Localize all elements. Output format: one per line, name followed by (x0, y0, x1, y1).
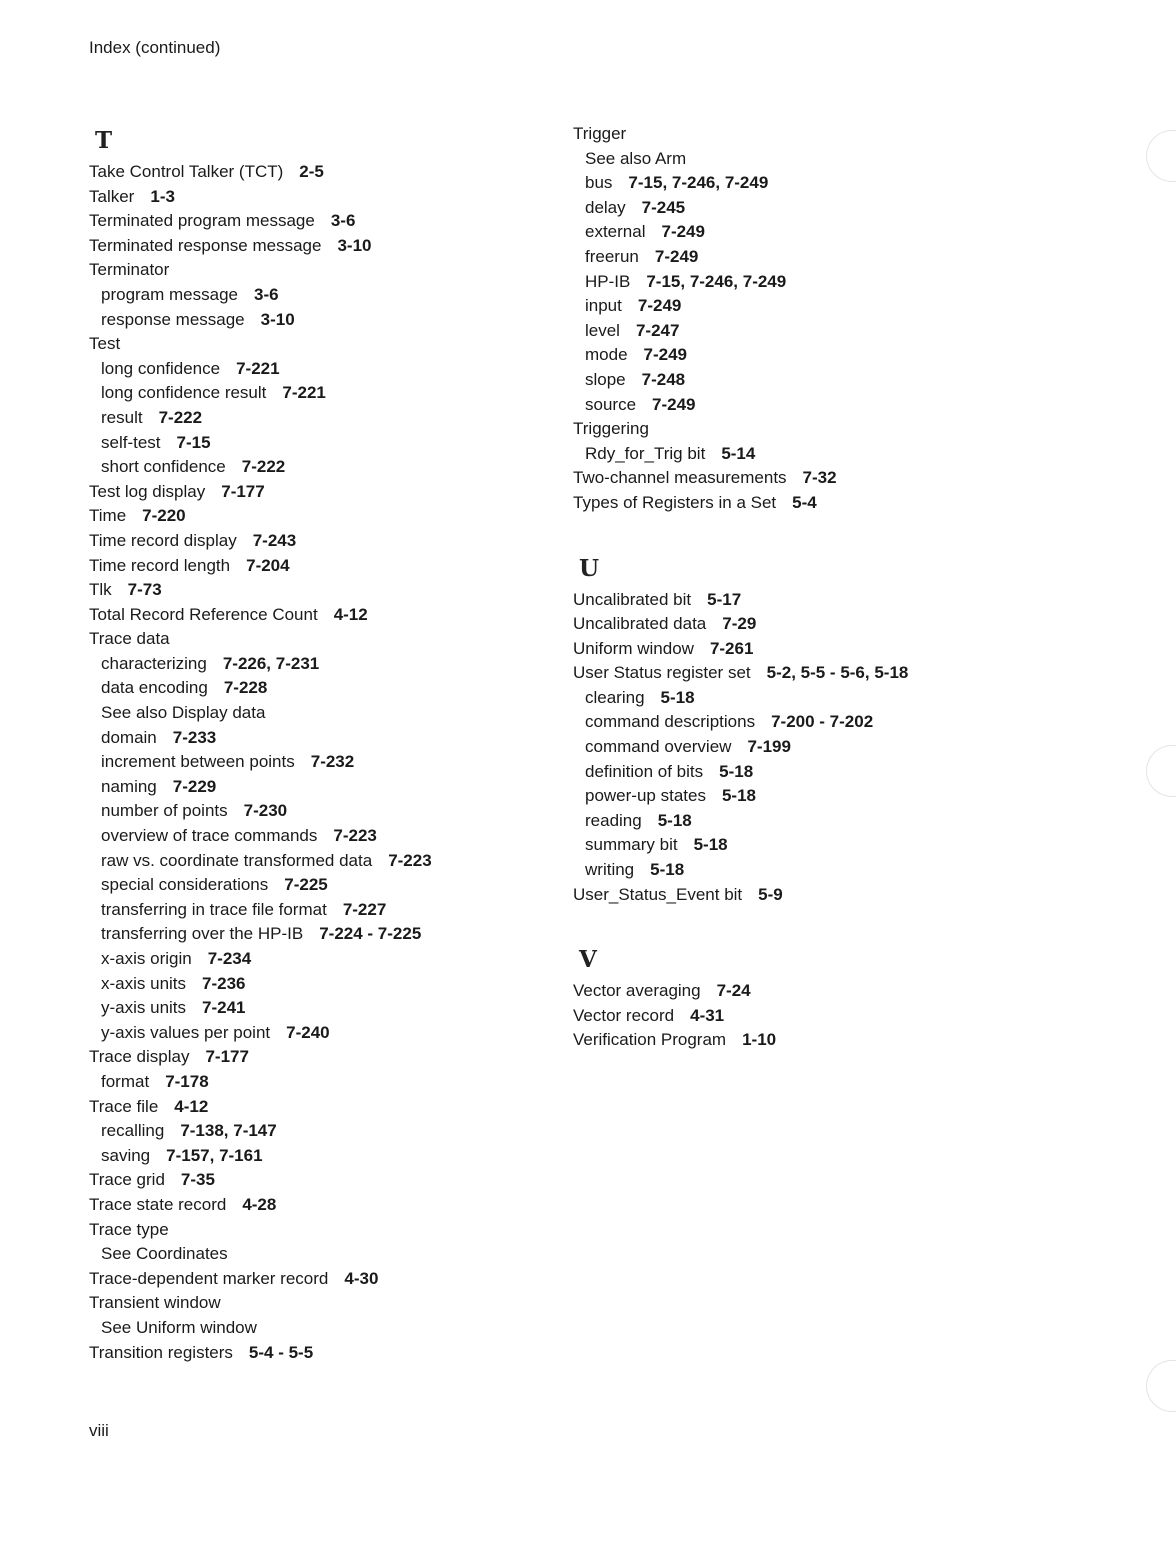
index-entry (89, 1291, 549, 1316)
index-term: x-axis origin (101, 949, 192, 968)
page-reference: 7-226, 7-231 (222, 653, 320, 673)
page-reference: 3-6 (330, 211, 356, 231)
index-term: Test (89, 334, 121, 354)
index-term: input (585, 296, 622, 316)
index-entry (89, 480, 549, 505)
index-term: User Status register set (573, 663, 751, 683)
index-subentry (573, 760, 1113, 785)
page-reference: 5-14 (721, 443, 756, 463)
page-reference: 3-10 (337, 235, 372, 255)
index-entry (89, 185, 549, 210)
section-v-entries (573, 979, 1113, 1053)
page-reference: 7-249 (654, 246, 699, 266)
page-reference: 4-12 (333, 604, 368, 624)
binder-hole-mark (1146, 745, 1176, 797)
index-subentry (573, 196, 1113, 221)
page-reference: 7-249 (652, 394, 696, 414)
index-term: writing (585, 860, 635, 880)
page-reference: 7-241 (202, 998, 246, 1018)
page-reference: 5-4 (792, 492, 817, 512)
index-entry (573, 661, 1113, 686)
page-reference: 5-2, 5-5 - 5-6, 5-18 (766, 663, 909, 683)
index-subentry (573, 735, 1113, 760)
index-subentry (573, 686, 1113, 711)
index-term: short confidence (101, 457, 226, 477)
index-term: Terminator (89, 260, 170, 280)
section-gap (573, 516, 1113, 550)
index-term: Transition registers (89, 1342, 233, 1362)
index-subentry (89, 1070, 549, 1095)
index-entry (573, 122, 1113, 147)
index-subentry (89, 972, 549, 997)
page-number: viii (89, 1421, 109, 1440)
page-reference: 5-18 (660, 687, 695, 707)
index-subentry (573, 171, 1113, 196)
page-reference: 7-200 - 7-202 (771, 712, 874, 732)
page-reference: 7-204 (246, 555, 290, 575)
index-subentry (89, 1144, 549, 1169)
index-term: recalling (101, 1121, 165, 1141)
index-term: characterizing (101, 653, 207, 673)
binder-hole-mark (1146, 1360, 1176, 1412)
index-term: Trigger (573, 124, 627, 143)
index-entry (89, 1168, 549, 1193)
section-letter-t: T (95, 127, 113, 154)
index-term: Trace-dependent marker record (89, 1268, 329, 1288)
page-reference: 5-9 (758, 884, 783, 904)
index-subentry (89, 701, 549, 726)
index-entry (573, 417, 1113, 442)
index-entry (89, 529, 549, 554)
index-subentry (89, 431, 549, 456)
page-reference: 7-243 (252, 530, 297, 550)
page-reference: 5-18 (693, 835, 728, 855)
page-reference: 7-249 (643, 345, 688, 365)
page-reference: 7-177 (205, 1047, 249, 1067)
index-term: mode (585, 345, 628, 365)
index-term: domain (101, 727, 157, 747)
index-term: Transient window (89, 1293, 221, 1313)
index-term: overview of trace commands (101, 826, 318, 846)
index-entry (573, 612, 1113, 637)
binder-hole-mark (1146, 130, 1176, 182)
index-subentry (89, 824, 549, 849)
index-term: long confidence (101, 358, 221, 378)
index-term: Test log display (89, 481, 206, 501)
page-reference: 2-5 (299, 162, 324, 181)
page-reference: 7-224 - 7-225 (319, 924, 422, 944)
index-term: power-up states (585, 786, 706, 806)
page-reference: 7-229 (172, 776, 217, 796)
index-entry (89, 160, 549, 185)
index-entry (89, 1341, 549, 1366)
page-reference: 7-177 (221, 481, 265, 501)
page-reference: 7-35 (180, 1170, 215, 1190)
page-reference: 7-138, 7-147 (180, 1121, 277, 1141)
index-subentry (573, 393, 1113, 418)
index-subentry (89, 750, 549, 775)
index-term: number of points (101, 801, 228, 821)
page-reference: 7-223 (333, 826, 377, 846)
index-term: Take Control Talker (TCT) (89, 162, 284, 181)
index-subentry (89, 1242, 549, 1267)
section-t-entries (89, 160, 549, 1365)
index-term: Trace type (89, 1219, 169, 1239)
index-subentry (573, 147, 1113, 172)
index-term: response message (101, 309, 245, 329)
page-reference: 7-223 (388, 850, 432, 870)
index-term: Uncalibrated bit (573, 589, 692, 609)
page-reference: 7-227 (342, 899, 387, 919)
section-gap (573, 907, 1113, 941)
index-column-left (89, 122, 549, 1365)
index-subentry (89, 1021, 549, 1046)
index-subentry (89, 283, 549, 308)
index-entry (89, 554, 549, 579)
index-term: program message (101, 284, 239, 304)
index-subentry (89, 799, 549, 824)
index-subentry (89, 873, 549, 898)
index-term: self-test (101, 432, 161, 452)
index-term: format (101, 1071, 150, 1091)
index-entry (89, 1267, 549, 1292)
index-term: See Uniform window (101, 1317, 257, 1337)
index-entry (573, 466, 1113, 491)
index-subentry (573, 270, 1113, 295)
index-entry (89, 578, 549, 603)
index-subentry (573, 442, 1113, 467)
index-term: result (101, 407, 143, 427)
index-subentry (89, 652, 549, 677)
page-reference: 7-236 (202, 973, 246, 993)
running-header: Index (continued) (89, 38, 221, 57)
page-reference: 7-225 (284, 875, 328, 895)
index-entry (89, 504, 549, 529)
index-entry (89, 332, 549, 357)
index-subentry (573, 245, 1113, 270)
section-u-entries (573, 588, 1113, 908)
index-term: Terminated response message (89, 235, 322, 255)
page-reference: 1-10 (742, 1030, 777, 1050)
index-term: source (585, 394, 637, 414)
index-term: transferring over the HP-IB (101, 924, 304, 944)
page-reference: 7-230 (243, 801, 288, 821)
page-reference: 5-17 (707, 589, 742, 609)
index-entry (573, 979, 1113, 1004)
page-reference: 7-178 (165, 1071, 209, 1091)
index-subentry (89, 1316, 549, 1341)
index-subentry (89, 849, 549, 874)
index-term: raw vs. coordinate transformed data (101, 850, 373, 870)
index-subentry (89, 406, 549, 431)
index-term: Time record display (89, 530, 237, 550)
page-reference: 5-18 (721, 786, 756, 806)
section-letter-u: U (579, 554, 600, 582)
index-term: User_Status_Event bit (573, 884, 743, 904)
page-reference: 7-248 (641, 369, 686, 389)
index-subentry (89, 726, 549, 751)
index-term: summary bit (585, 835, 678, 855)
page-reference: 7-222 (241, 457, 286, 477)
page-reference: 1-3 (150, 186, 175, 206)
index-entry (573, 637, 1113, 662)
index-term: Uniform window (573, 638, 694, 658)
page-reference: 4-28 (242, 1194, 277, 1214)
page-reference: 7-199 (747, 737, 791, 757)
index-entry (573, 588, 1113, 613)
index-entry (573, 491, 1113, 516)
page-reference: 4-31 (690, 1005, 725, 1025)
page-reference: 7-240 (286, 1022, 330, 1042)
page-reference: 7-222 (158, 407, 203, 427)
index-term: See also Arm (585, 148, 687, 168)
index-term: See also Display data (101, 703, 266, 723)
index-term: Triggering (573, 419, 649, 439)
index-subentry (573, 858, 1113, 883)
index-entry (89, 1045, 549, 1070)
index-subentry (573, 784, 1113, 809)
index-term: definition of bits (585, 761, 704, 781)
page-reference: 7-233 (172, 727, 217, 747)
index-entry (89, 627, 549, 652)
page-reference: 7-29 (722, 614, 757, 634)
index-entry (89, 258, 549, 283)
index-subentry (89, 455, 549, 480)
index-subentry (573, 368, 1113, 393)
index-subentry (573, 220, 1113, 245)
index-term: Trace data (89, 629, 170, 649)
index-subentry (89, 996, 549, 1021)
index-subentry (89, 898, 549, 923)
index-subentry (573, 710, 1113, 735)
index-subentry (89, 947, 549, 972)
page-reference: 7-249 (661, 222, 705, 242)
index-term: Trace grid (89, 1170, 165, 1190)
index-term: See Coordinates (101, 1244, 228, 1264)
page-reference: 3-10 (260, 309, 295, 329)
page-reference: 7-261 (709, 638, 754, 658)
index-term: Rdy_for_Trig bit (585, 443, 706, 463)
index-entry (89, 603, 549, 628)
page-reference: 7-15, 7-246, 7-249 (628, 173, 769, 193)
index-term: Trace file (89, 1096, 159, 1116)
index-subentry (89, 775, 549, 800)
index-term: level (585, 320, 620, 340)
index-entry (573, 1028, 1113, 1053)
index-term: HP-IB (585, 271, 631, 291)
index-term: freerun (585, 246, 639, 266)
index-term: Verification Program (573, 1030, 727, 1050)
index-term: Trace state record (89, 1194, 227, 1214)
index-subentry (573, 294, 1113, 319)
index-term: Terminated program message (89, 211, 315, 231)
index-term: Two-channel measurements (573, 468, 787, 488)
page-reference: 7-73 (127, 580, 162, 600)
page-reference: 3-6 (254, 284, 279, 304)
page-reference: 5-4 - 5-5 (248, 1342, 314, 1362)
index-term: Vector averaging (573, 981, 701, 1001)
index-term: external (585, 222, 646, 242)
index-subentry (89, 308, 549, 333)
index-subentry (89, 676, 549, 701)
index-term: slope (585, 369, 626, 389)
page-reference: 7-220 (142, 506, 186, 526)
index-term: command descriptions (585, 712, 756, 732)
index-subentry (89, 381, 549, 406)
index-subentry (89, 1119, 549, 1144)
index-term: clearing (585, 687, 645, 707)
page-reference: 7-24 (716, 981, 751, 1001)
index-entry (89, 1193, 549, 1218)
index-term: Time record length (89, 555, 231, 575)
index-term: reading (585, 810, 642, 830)
index-term: Tlk (89, 580, 112, 600)
index-term: data encoding (101, 678, 208, 698)
page-reference: 7-228 (223, 678, 268, 698)
index-subentry (89, 357, 549, 382)
page-reference: 7-221 (236, 358, 280, 378)
index-subentry (573, 809, 1113, 834)
index-term: Uncalibrated data (573, 614, 707, 634)
index-term: command overview (585, 737, 732, 757)
page-reference: 7-157, 7-161 (166, 1145, 263, 1165)
index-term: Trace display (89, 1047, 190, 1067)
index-entry (89, 1218, 549, 1243)
index-subentry (573, 319, 1113, 344)
page-reference: 7-249 (637, 296, 682, 316)
index-entry (89, 234, 549, 259)
index-entry (89, 209, 549, 234)
index-term: transferring in trace file format (101, 899, 327, 919)
index-term: increment between points (101, 752, 295, 772)
index-term: special considerations (101, 875, 269, 895)
index-subentry (573, 833, 1113, 858)
index-term: long confidence result (101, 383, 267, 403)
index-term: saving (101, 1145, 151, 1165)
page-reference: 7-32 (802, 468, 837, 488)
index-term: Total Record Reference Count (89, 604, 318, 624)
page-reference: 7-15, 7-246, 7-249 (646, 271, 787, 291)
index-term: Time (89, 506, 127, 526)
section-t-continued-entries (573, 122, 1113, 516)
page-reference: 7-221 (282, 383, 326, 403)
index-entry (573, 1004, 1113, 1029)
index-term: Types of Registers in a Set (573, 492, 777, 512)
index-term: Talker (89, 186, 135, 206)
page-reference: 7-247 (635, 320, 680, 340)
page-reference: 7-232 (310, 752, 355, 772)
page-reference: 5-18 (719, 761, 754, 781)
page-reference: 4-12 (174, 1096, 209, 1116)
index-term: y-axis units (101, 998, 187, 1018)
page-reference: 7-15 (176, 432, 211, 452)
index-term: delay (585, 197, 626, 217)
index-subentry (573, 343, 1113, 368)
index-entry (573, 883, 1113, 908)
page-reference: 7-245 (641, 197, 686, 217)
index-subentry (89, 922, 549, 947)
index-term: naming (101, 776, 157, 796)
index-term: x-axis units (101, 973, 187, 993)
section-letter-v: V (579, 946, 597, 974)
page-reference: 5-18 (657, 810, 692, 830)
page-reference: 7-234 (207, 949, 252, 968)
index-entry (89, 1095, 549, 1120)
index-term: bus (585, 173, 613, 193)
page-reference: 5-18 (650, 860, 685, 880)
page-reference: 4-30 (344, 1268, 379, 1288)
index-column-right (573, 122, 1113, 1053)
index-term: Vector record (573, 1005, 675, 1025)
index-term: y-axis values per point (101, 1022, 271, 1042)
